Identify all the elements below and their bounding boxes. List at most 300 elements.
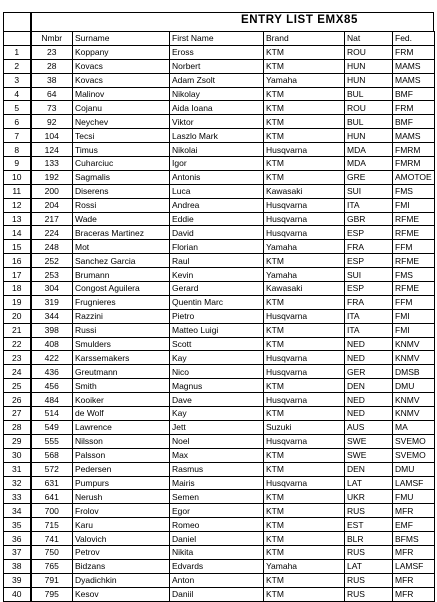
table-row	[4, 407, 435, 421]
nat-cell: ITA	[345, 309, 393, 323]
fed-cell: FMS	[393, 268, 435, 282]
row-index: 4	[4, 87, 31, 101]
row-index: 14	[4, 226, 31, 240]
first-name-cell: Romeo	[170, 518, 264, 532]
surname-cell: Diserens	[73, 184, 170, 198]
fed-cell: MFR	[393, 573, 435, 587]
fed-cell: KNMV	[393, 393, 435, 407]
fed-cell: FMRM	[393, 143, 435, 157]
row-index: 22	[4, 337, 31, 351]
first-name-cell: Mairis	[170, 476, 264, 490]
fed-cell: FMU	[393, 490, 435, 504]
nat-cell: EST	[345, 518, 393, 532]
first-name-cell: Adam Zsolt	[170, 73, 264, 87]
brand-cell: Husqvarna	[264, 351, 345, 365]
row-index: 3	[4, 73, 31, 87]
brand-cell: KTM	[264, 518, 345, 532]
fed-cell: RFME	[393, 212, 435, 226]
table-row	[4, 198, 435, 212]
row-index: 9	[4, 157, 31, 171]
first-name-cell: Eross	[170, 45, 264, 59]
nat-cell: FRA	[345, 240, 393, 254]
surname-cell: Malinov	[73, 87, 170, 101]
first-name-cell: Nikolay	[170, 87, 264, 101]
table-row	[4, 504, 435, 518]
first-name-cell: Quentin Marc	[170, 295, 264, 309]
row-index: 32	[4, 476, 31, 490]
table-row	[4, 532, 435, 546]
surname-cell: Cojanu	[73, 101, 170, 115]
fed-cell: AMOTOE	[393, 170, 435, 184]
first-name-cell: Nikita	[170, 545, 264, 559]
surname-cell: Timus	[73, 143, 170, 157]
nmbr-cell: 92	[31, 115, 73, 129]
table-row	[4, 573, 435, 587]
fed-cell: MAMS	[393, 59, 435, 73]
row-index: 2	[4, 59, 31, 73]
table-row	[4, 170, 435, 184]
row-index: 17	[4, 268, 31, 282]
nat-cell: FRA	[345, 295, 393, 309]
row-index: 19	[4, 295, 31, 309]
table-row	[4, 351, 435, 365]
brand-cell: KTM	[264, 157, 345, 171]
nmbr-cell: 217	[31, 212, 73, 226]
row-index: 18	[4, 282, 31, 296]
nmbr-cell: 192	[31, 170, 73, 184]
table-row	[4, 393, 435, 407]
first-name-cell: Edvards	[170, 559, 264, 573]
row-index: 7	[4, 129, 31, 143]
row-index: 11	[4, 184, 31, 198]
table-row	[4, 448, 435, 462]
fed-cell: RFME	[393, 254, 435, 268]
fed-cell: MFR	[393, 545, 435, 559]
row-index: 31	[4, 462, 31, 476]
header-brand: Brand	[264, 32, 345, 46]
first-name-cell: Max	[170, 448, 264, 462]
table-row	[4, 462, 435, 476]
nmbr-cell: 715	[31, 518, 73, 532]
fed-cell: FMI	[393, 309, 435, 323]
table-row	[4, 157, 435, 171]
nmbr-cell: 28	[31, 59, 73, 73]
row-index: 10	[4, 170, 31, 184]
brand-cell: KTM	[264, 407, 345, 421]
fed-cell: SVEMO	[393, 448, 435, 462]
nmbr-cell: 408	[31, 337, 73, 351]
nmbr-cell: 631	[31, 476, 73, 490]
surname-cell: Nerush	[73, 490, 170, 504]
nat-cell: ROU	[345, 45, 393, 59]
row-index: 5	[4, 101, 31, 115]
surname-cell: Valovich	[73, 532, 170, 546]
fed-cell: MAMS	[393, 73, 435, 87]
table-row	[4, 184, 435, 198]
row-index: 25	[4, 379, 31, 393]
fed-cell: KNMV	[393, 337, 435, 351]
brand-cell: KTM	[264, 295, 345, 309]
fed-cell: EMF	[393, 518, 435, 532]
brand-cell: KTM	[264, 323, 345, 337]
nat-cell: ESP	[345, 282, 393, 296]
first-name-cell: Scott	[170, 337, 264, 351]
brand-cell: KTM	[264, 45, 345, 59]
nat-cell: HUN	[345, 59, 393, 73]
nmbr-cell: 38	[31, 73, 73, 87]
fed-cell: MFR	[393, 587, 435, 601]
nmbr-cell: 568	[31, 448, 73, 462]
brand-cell: Yamaha	[264, 73, 345, 87]
nmbr-cell: 791	[31, 573, 73, 587]
fed-cell: SVEMO	[393, 434, 435, 448]
nmbr-cell: 224	[31, 226, 73, 240]
row-index: 15	[4, 240, 31, 254]
table-row	[4, 87, 435, 101]
row-index: 13	[4, 212, 31, 226]
surname-cell: Wade	[73, 212, 170, 226]
first-name-cell: Daniil	[170, 587, 264, 601]
nmbr-cell: 319	[31, 295, 73, 309]
table-row	[4, 309, 435, 323]
row-index: 1	[4, 45, 31, 59]
surname-cell: Pumpurs	[73, 476, 170, 490]
brand-cell: Husqvarna	[264, 212, 345, 226]
row-index: 37	[4, 545, 31, 559]
first-name-cell: Raul	[170, 254, 264, 268]
title-row	[3, 12, 434, 31]
brand-cell: KTM	[264, 462, 345, 476]
surname-cell: Sagmalis	[73, 170, 170, 184]
nat-cell: RUS	[345, 545, 393, 559]
first-name-cell: Anton	[170, 573, 264, 587]
surname-cell: Razzini	[73, 309, 170, 323]
table-row	[4, 101, 435, 115]
nmbr-cell: 514	[31, 407, 73, 421]
first-name-cell: Magnus	[170, 379, 264, 393]
nat-cell: DEN	[345, 379, 393, 393]
brand-cell: Suzuki	[264, 420, 345, 434]
nmbr-cell: 23	[31, 45, 73, 59]
first-name-cell: Nico	[170, 365, 264, 379]
fed-cell: DMU	[393, 462, 435, 476]
row-index: 23	[4, 351, 31, 365]
surname-cell: Nilsson	[73, 434, 170, 448]
nat-cell: UKR	[345, 490, 393, 504]
fed-cell: DMSB	[393, 365, 435, 379]
nmbr-cell: 456	[31, 379, 73, 393]
nmbr-cell: 252	[31, 254, 73, 268]
fed-cell: FRM	[393, 101, 435, 115]
first-name-cell: Florian	[170, 240, 264, 254]
row-index: 35	[4, 518, 31, 532]
row-index: 34	[4, 504, 31, 518]
row-index: 8	[4, 143, 31, 157]
fed-cell: FFM	[393, 240, 435, 254]
first-name-cell: Norbert	[170, 59, 264, 73]
nmbr-cell: 549	[31, 420, 73, 434]
nmbr-cell: 248	[31, 240, 73, 254]
header-surname: Surname	[73, 32, 170, 46]
table-row	[4, 587, 435, 601]
nmbr-cell: 124	[31, 143, 73, 157]
nmbr-cell: 555	[31, 434, 73, 448]
first-name-cell: Kevin	[170, 268, 264, 282]
first-name-cell: Egor	[170, 504, 264, 518]
nat-cell: ITA	[345, 323, 393, 337]
nat-cell: GER	[345, 365, 393, 379]
table-row	[4, 476, 435, 490]
first-name-cell: Eddie	[170, 212, 264, 226]
brand-cell: KTM	[264, 532, 345, 546]
table-row	[4, 226, 435, 240]
nat-cell: MDA	[345, 157, 393, 171]
row-index: 29	[4, 434, 31, 448]
surname-cell: de Wolf	[73, 407, 170, 421]
nmbr-cell: 204	[31, 198, 73, 212]
nat-cell: ROU	[345, 101, 393, 115]
surname-cell: Cuharciuc	[73, 157, 170, 171]
surname-cell: Frolov	[73, 504, 170, 518]
brand-cell: Husqvarna	[264, 365, 345, 379]
nmbr-cell: 304	[31, 282, 73, 296]
first-name-cell: Kay	[170, 351, 264, 365]
header-nat: Nat	[345, 32, 393, 46]
table-row	[4, 545, 435, 559]
surname-cell: Kooiker	[73, 393, 170, 407]
fed-cell: BMF	[393, 115, 435, 129]
surname-cell: Bidzans	[73, 559, 170, 573]
row-index-divider	[30, 13, 32, 32]
brand-cell: Husqvarna	[264, 226, 345, 240]
surname-cell: Brumann	[73, 268, 170, 282]
table-row	[4, 115, 435, 129]
fed-cell: KNMV	[393, 351, 435, 365]
nat-cell: ESP	[345, 226, 393, 240]
nmbr-cell: 484	[31, 393, 73, 407]
row-index: 20	[4, 309, 31, 323]
brand-cell: KTM	[264, 573, 345, 587]
row-index: 6	[4, 115, 31, 129]
row-index: 40	[4, 587, 31, 601]
nmbr-cell: 765	[31, 559, 73, 573]
table-row	[4, 490, 435, 504]
fed-cell: RFME	[393, 226, 435, 240]
nat-cell: HUN	[345, 73, 393, 87]
surname-cell: Smith	[73, 379, 170, 393]
table-row	[4, 323, 435, 337]
fed-cell: MAMS	[393, 129, 435, 143]
nat-cell: NED	[345, 393, 393, 407]
first-name-cell: Gerard	[170, 282, 264, 296]
nat-cell: SUI	[345, 184, 393, 198]
first-name-cell: Luca	[170, 184, 264, 198]
nmbr-cell: 700	[31, 504, 73, 518]
brand-cell: Kawasaki	[264, 282, 345, 296]
nat-cell: GRE	[345, 170, 393, 184]
first-name-cell: Viktor	[170, 115, 264, 129]
first-name-cell: Antonis	[170, 170, 264, 184]
fed-cell: FFM	[393, 295, 435, 309]
table-row	[4, 434, 435, 448]
surname-cell: Braceras Martinez	[73, 226, 170, 240]
fed-cell: LAMSF	[393, 559, 435, 573]
table-row	[4, 59, 435, 73]
nat-cell: BUL	[345, 87, 393, 101]
table-row	[4, 365, 435, 379]
nat-cell: DEN	[345, 462, 393, 476]
nmbr-cell: 200	[31, 184, 73, 198]
first-name-cell: Noel	[170, 434, 264, 448]
first-name-cell: Matteo Luigi	[170, 323, 264, 337]
nat-cell: AUS	[345, 420, 393, 434]
row-index: 26	[4, 393, 31, 407]
nat-cell: ESP	[345, 254, 393, 268]
brand-cell: KTM	[264, 115, 345, 129]
surname-cell: Karssemakers	[73, 351, 170, 365]
fed-cell: BFMS	[393, 532, 435, 546]
first-name-cell: Pietro	[170, 309, 264, 323]
fed-cell: FMI	[393, 198, 435, 212]
nmbr-cell: 422	[31, 351, 73, 365]
brand-cell: KTM	[264, 545, 345, 559]
table-row	[4, 129, 435, 143]
row-index: 27	[4, 407, 31, 421]
fed-cell: FMS	[393, 184, 435, 198]
surname-cell: Kovacs	[73, 73, 170, 87]
table-row	[4, 559, 435, 573]
first-name-cell: David	[170, 226, 264, 240]
first-name-cell: Andrea	[170, 198, 264, 212]
surname-cell: Congost Aguilera	[73, 282, 170, 296]
row-index: 39	[4, 573, 31, 587]
brand-cell: KTM	[264, 504, 345, 518]
fed-cell: FMI	[393, 323, 435, 337]
brand-cell: KTM	[264, 129, 345, 143]
brand-cell: Husqvarna	[264, 309, 345, 323]
brand-cell: KTM	[264, 448, 345, 462]
surname-cell: Kovacs	[73, 59, 170, 73]
header-index	[4, 32, 31, 46]
table-row	[4, 212, 435, 226]
surname-cell: Palsson	[73, 448, 170, 462]
nat-cell: LAT	[345, 559, 393, 573]
table-row	[4, 282, 435, 296]
brand-cell: KTM	[264, 587, 345, 601]
fed-cell: BMF	[393, 87, 435, 101]
brand-cell: KTM	[264, 254, 345, 268]
table-row	[4, 379, 435, 393]
brand-cell: KTM	[264, 379, 345, 393]
nat-cell: RUS	[345, 573, 393, 587]
surname-cell: Mot	[73, 240, 170, 254]
brand-cell: Husqvarna	[264, 143, 345, 157]
nmbr-cell: 641	[31, 490, 73, 504]
nat-cell: RUS	[345, 504, 393, 518]
table-row	[4, 268, 435, 282]
surname-cell: Frugnieres	[73, 295, 170, 309]
fed-cell: LAMSF	[393, 476, 435, 490]
header-nmbr: Nmbr	[31, 32, 73, 46]
nat-cell: GBR	[345, 212, 393, 226]
nat-cell: HUN	[345, 129, 393, 143]
surname-cell: Sanchez Garcia	[73, 254, 170, 268]
header-row	[4, 32, 435, 46]
brand-cell: KTM	[264, 59, 345, 73]
first-name-cell: Laszlo Mark	[170, 129, 264, 143]
row-index: 28	[4, 420, 31, 434]
brand-cell: KTM	[264, 170, 345, 184]
fed-cell: MFR	[393, 504, 435, 518]
table-row	[4, 337, 435, 351]
table-row	[4, 518, 435, 532]
nmbr-cell: 64	[31, 87, 73, 101]
sheet-title: ENTRY LIST EMX85	[241, 14, 358, 26]
nat-cell: SUI	[345, 268, 393, 282]
brand-cell: KTM	[264, 87, 345, 101]
table-row	[4, 143, 435, 157]
fed-cell: MA	[393, 420, 435, 434]
nmbr-cell: 73	[31, 101, 73, 115]
surname-cell: Tecsi	[73, 129, 170, 143]
nmbr-cell: 344	[31, 309, 73, 323]
nat-cell: LAT	[345, 476, 393, 490]
first-name-cell: Igor	[170, 157, 264, 171]
row-index: 30	[4, 448, 31, 462]
first-name-cell: Semen	[170, 490, 264, 504]
brand-cell: KTM	[264, 337, 345, 351]
header-fed: Fed.	[393, 32, 435, 46]
first-name-cell: Aida Ioana	[170, 101, 264, 115]
first-name-cell: Dave	[170, 393, 264, 407]
surname-cell: Koppany	[73, 45, 170, 59]
surname-cell: Petrov	[73, 545, 170, 559]
header-first-name: First Name	[170, 32, 264, 46]
brand-cell: KTM	[264, 101, 345, 115]
table-row	[4, 420, 435, 434]
entry-table	[3, 31, 435, 602]
row-index: 24	[4, 365, 31, 379]
surname-cell: Smulders	[73, 337, 170, 351]
nmbr-cell: 253	[31, 268, 73, 282]
first-name-cell: Jett	[170, 420, 264, 434]
surname-cell: Pedersen	[73, 462, 170, 476]
fed-cell: FMRM	[393, 157, 435, 171]
surname-cell: Rossi	[73, 198, 170, 212]
surname-cell: Greutmann	[73, 365, 170, 379]
nat-cell: MDA	[345, 143, 393, 157]
surname-cell: Kesov	[73, 587, 170, 601]
brand-cell: Yamaha	[264, 240, 345, 254]
row-index: 16	[4, 254, 31, 268]
brand-cell: KTM	[264, 490, 345, 504]
row-index: 38	[4, 559, 31, 573]
brand-cell: Husqvarna	[264, 476, 345, 490]
brand-cell: Yamaha	[264, 268, 345, 282]
table-row	[4, 45, 435, 59]
table-row	[4, 295, 435, 309]
nat-cell: BLR	[345, 532, 393, 546]
nmbr-cell: 436	[31, 365, 73, 379]
fed-cell: DMU	[393, 379, 435, 393]
nat-cell: NED	[345, 337, 393, 351]
nmbr-cell: 572	[31, 462, 73, 476]
brand-cell: Kawasaki	[264, 184, 345, 198]
fed-cell: RFME	[393, 282, 435, 296]
nmbr-cell: 795	[31, 587, 73, 601]
nat-cell: BUL	[345, 115, 393, 129]
table-row	[4, 73, 435, 87]
